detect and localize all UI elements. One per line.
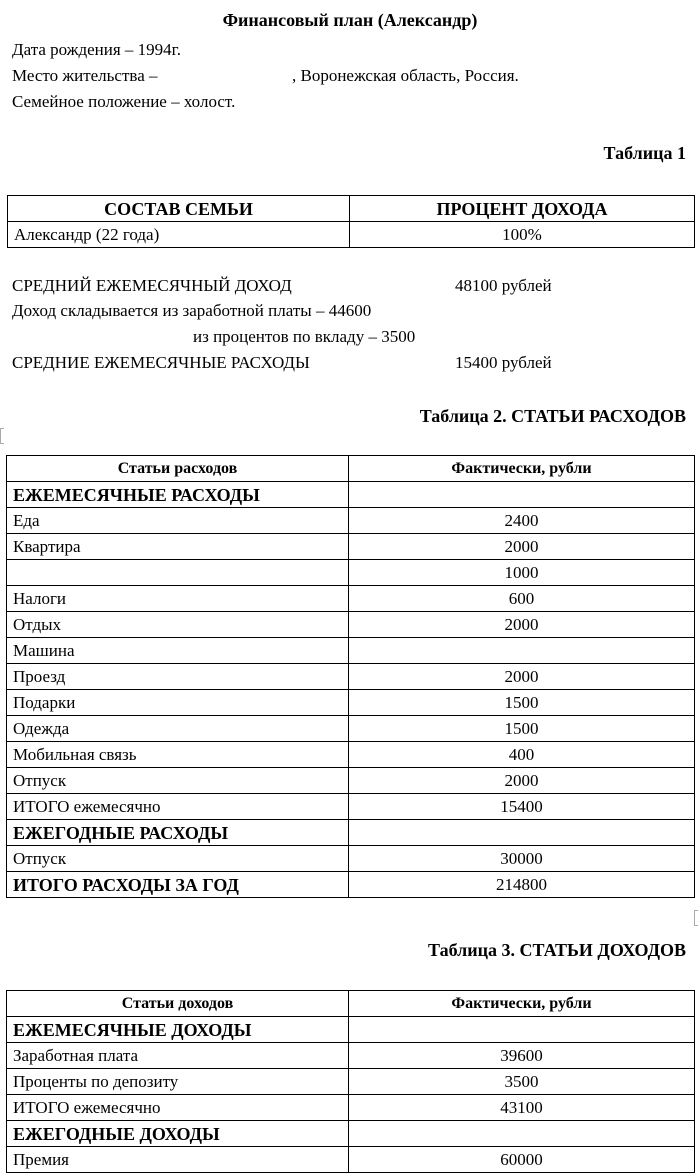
expense-item: Еда bbox=[7, 508, 349, 534]
expense-item: Налоги bbox=[7, 586, 349, 612]
table-row bbox=[7, 768, 695, 794]
yearly-total-value: 214800 bbox=[349, 872, 695, 898]
family-member-name: Александр (22 года) bbox=[8, 222, 350, 248]
expense-item: Одежда bbox=[7, 716, 349, 742]
table-row bbox=[7, 794, 695, 820]
income-amount bbox=[349, 1121, 695, 1147]
monthly-income-total-label: ИТОГО ежемесячно bbox=[7, 1095, 349, 1121]
table-row bbox=[7, 534, 695, 560]
income-amount: 3500 bbox=[349, 1069, 695, 1095]
monthly-income-total-value: 43100 bbox=[349, 1095, 695, 1121]
income-item: Заработная плата bbox=[7, 1043, 349, 1069]
table-row bbox=[7, 846, 695, 872]
expense-amount bbox=[349, 482, 695, 508]
expense-item: Мобильная связь bbox=[7, 742, 349, 768]
income-amount: 60000 bbox=[349, 1147, 695, 1173]
expense-item bbox=[7, 560, 349, 586]
table2-header-item: Статьи расходов bbox=[7, 456, 349, 482]
table1-header-percent: ПРОЦЕНТ ДОХОДА bbox=[350, 196, 695, 222]
expense-amount: 2000 bbox=[349, 534, 695, 560]
table3-caption: Таблица 3. СТАТЬИ ДОХОДОВ bbox=[428, 940, 686, 960]
table2-caption: Таблица 2. СТАТЬИ РАСХОДОВ bbox=[419, 406, 686, 426]
cell-marker bbox=[0, 428, 4, 444]
monthly-total-value: 15400 bbox=[349, 794, 695, 820]
table-row bbox=[7, 742, 695, 768]
expense-amount: 2400 bbox=[349, 508, 695, 534]
income-salary-line: Доход складывается из заработной платы – 44600 bbox=[12, 301, 372, 320]
table-row bbox=[7, 872, 695, 898]
table-row bbox=[7, 664, 695, 690]
table-row bbox=[7, 1121, 695, 1147]
table3-header-amount: Фактически, рубли bbox=[349, 991, 695, 1017]
expense-amount: 2000 bbox=[349, 664, 695, 690]
birth-date-line: Дата рождения – 1994г. bbox=[12, 40, 181, 59]
expense-item: Отдых bbox=[7, 612, 349, 638]
expense-item: Машина bbox=[7, 638, 349, 664]
table-row bbox=[8, 222, 695, 248]
table-row bbox=[7, 508, 695, 534]
expense-amount bbox=[349, 638, 695, 664]
table3-header-item: Статьи доходов bbox=[7, 991, 349, 1017]
table-row bbox=[7, 716, 695, 742]
avg-income-label: СРЕДНИЙ ЕЖЕМЕСЯЧНЫЙ ДОХОД bbox=[12, 276, 292, 295]
expense-item: Отпуск bbox=[7, 846, 349, 872]
document-title: Финансовый план (Александр) bbox=[222, 10, 478, 30]
avg-income-value: 48100 рублей bbox=[455, 276, 552, 295]
residence-region: , Воронежская область, Россия. bbox=[292, 66, 519, 85]
residence-label: Место жительства – bbox=[12, 66, 158, 85]
table-row bbox=[7, 1017, 695, 1043]
table1-header-family: СОСТАВ СЕМЬИ bbox=[8, 196, 350, 222]
table1-caption: Таблица 1 bbox=[603, 143, 686, 163]
table-row bbox=[7, 1095, 695, 1121]
expense-item: Подарки bbox=[7, 690, 349, 716]
income-amount: 39600 bbox=[349, 1043, 695, 1069]
expense-amount: 1500 bbox=[349, 716, 695, 742]
income-item: Премия bbox=[7, 1147, 349, 1173]
table-row bbox=[7, 820, 695, 846]
family-member-percent: 100% bbox=[350, 222, 695, 248]
income-item: Проценты по депозиту bbox=[7, 1069, 349, 1095]
avg-expense-label: СРЕДНИЕ ЕЖЕМЕСЯЧНЫЕ РАСХОДЫ bbox=[12, 353, 310, 372]
table-row bbox=[7, 612, 695, 638]
expense-amount: 1500 bbox=[349, 690, 695, 716]
table-row bbox=[7, 560, 695, 586]
expense-amount: 30000 bbox=[349, 846, 695, 872]
section-monthly-income: ЕЖЕМЕСЯЧНЫЕ ДОХОДЫ bbox=[7, 1017, 349, 1043]
expense-amount bbox=[349, 820, 695, 846]
table-row bbox=[7, 1147, 695, 1173]
table-row bbox=[7, 1043, 695, 1069]
table-row bbox=[7, 1069, 695, 1095]
avg-expense-value: 15400 рублей bbox=[455, 353, 552, 372]
table-row bbox=[7, 690, 695, 716]
expenses-table bbox=[6, 455, 695, 898]
table-row bbox=[7, 482, 695, 508]
table2-header-amount: Фактически, рубли bbox=[349, 456, 695, 482]
expense-item: Квартира bbox=[7, 534, 349, 560]
expense-amount: 2000 bbox=[349, 768, 695, 794]
income-interest-line: из процентов по вкладу – 3500 bbox=[193, 327, 416, 346]
section-yearly-expenses: ЕЖЕГОДНЫЕ РАСХОДЫ bbox=[7, 820, 349, 846]
family-table bbox=[7, 195, 695, 248]
table-row bbox=[7, 638, 695, 664]
expense-amount: 1000 bbox=[349, 560, 695, 586]
expense-amount: 400 bbox=[349, 742, 695, 768]
monthly-total-label: ИТОГО ежемесячно bbox=[7, 794, 349, 820]
expense-amount: 2000 bbox=[349, 612, 695, 638]
yearly-total-label: ИТОГО РАСХОДЫ ЗА ГОД bbox=[7, 872, 349, 898]
table-row bbox=[7, 586, 695, 612]
section-monthly-expenses: ЕЖЕМЕСЯЧНЫЕ РАСХОДЫ bbox=[7, 482, 349, 508]
income-table bbox=[6, 990, 695, 1173]
cell-marker bbox=[694, 910, 698, 926]
income-amount bbox=[349, 1017, 695, 1043]
expense-amount: 600 bbox=[349, 586, 695, 612]
marital-status-line: Семейное положение – холост. bbox=[12, 92, 236, 111]
expense-item: Отпуск bbox=[7, 768, 349, 794]
section-yearly-income: ЕЖЕГОДНЫЕ ДОХОДЫ bbox=[7, 1121, 349, 1147]
expense-item: Проезд bbox=[7, 664, 349, 690]
